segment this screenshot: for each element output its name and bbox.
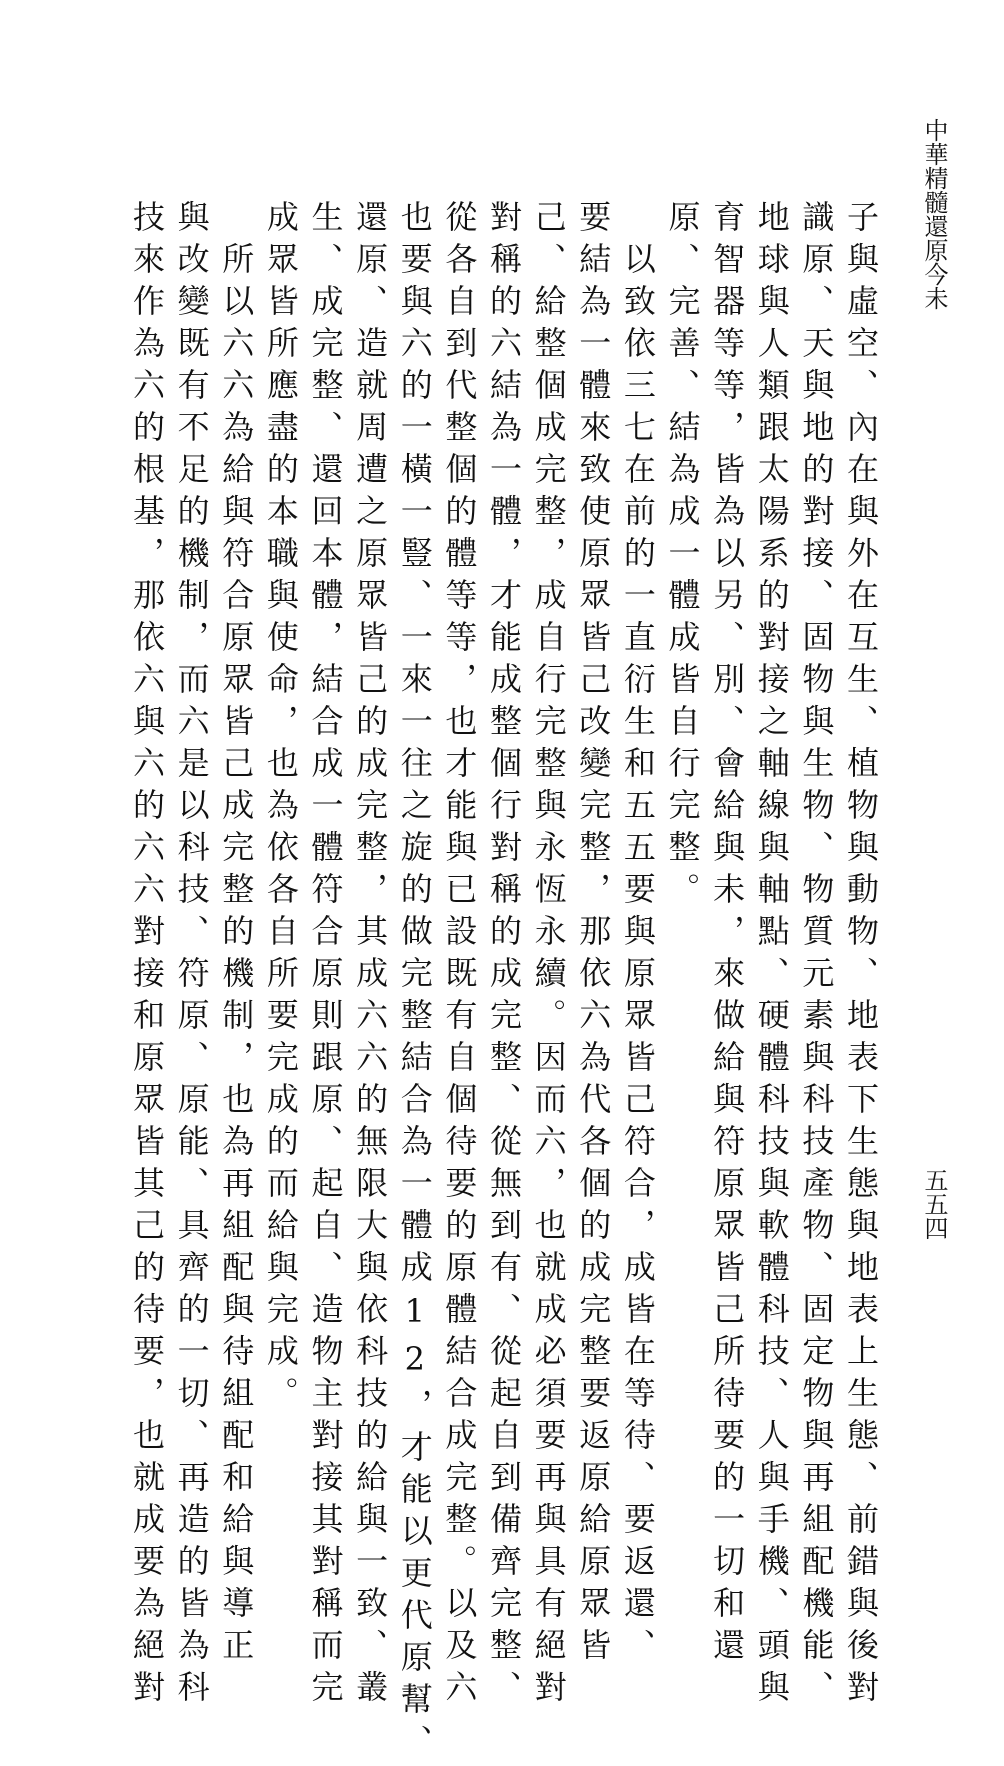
body-text: [128, 200, 880, 1766]
text-column: 己、給整個成完整，成自行完整與永恆永續。因而六，也就成必須要再與具有絕對: [529, 200, 568, 1712]
text-column: 從各自到代整個的體等等，也才能與已設既有自個待要的原體結合成完整。以及六: [440, 200, 479, 1712]
text-column: 育智器等等，皆為以另、別、會給與未，來做給與符原眾皆己所待要的一切和還: [708, 200, 747, 1670]
text-column: 與改變既有不足的機制，而六是以科技、符原、原能、具齊的一切、再造的皆為科: [172, 200, 211, 1712]
text-column: 子與虛空、內在與外在互生、植物與動物、地表下生態與地表上生態、前錯與後對: [842, 200, 880, 1712]
text-column: 識原、天與地的對接、固物與生物、物質元素與科技產物、固定物與再組配機能、: [797, 200, 836, 1712]
text-column: 生、成完整、還回本體，結合成一體符合原則跟原、起自、造物主對接其對稱而完: [306, 200, 345, 1712]
text-column: 成眾皆所應盡的本職與使命，也為依各自所要完成的而給與完成。: [261, 200, 300, 1418]
text-column: 技來作為六的根基，那依六與六的六六對接和原眾皆其己的待要，也就成要為絕對: [128, 200, 166, 1712]
text-column: 以致依三七在前的一直衍生和五五要與原眾皆己符合，成皆在等待、要返還、: [618, 200, 657, 1670]
text-column: 也要與六的一橫一豎、一來一往之旋的做完整結合為一體成12，才能以更代原幫、: [395, 200, 434, 1766]
text-column: 所以六六為給與符合原眾皆己成完整的機制，也為再組配與待組配和給與導正: [217, 200, 256, 1670]
text-column: 要結為一體來致使原眾皆己改變完整，那依六為代各個的成完整要返原給原眾皆: [574, 200, 613, 1670]
page-number: 五五四: [920, 1168, 948, 1240]
running-title: 中華精髓還原今未: [920, 118, 948, 310]
text-column: 還原、造就周遭之原眾皆己的成完整，其成六六的無限大與依科技的給與一致、叢: [351, 200, 390, 1712]
text-column: 地球與人類跟太陽系的對接之軸線與軸點、硬體科技與軟體科技、人與手機、頭與: [752, 200, 791, 1712]
text-column: 對稱的六結為一體，才能成整個行對稱的成完整、從無到有、從起自到備齊完整、: [485, 200, 523, 1712]
text-column: 原、完善、結為成一體成皆自行完整。: [663, 200, 702, 914]
